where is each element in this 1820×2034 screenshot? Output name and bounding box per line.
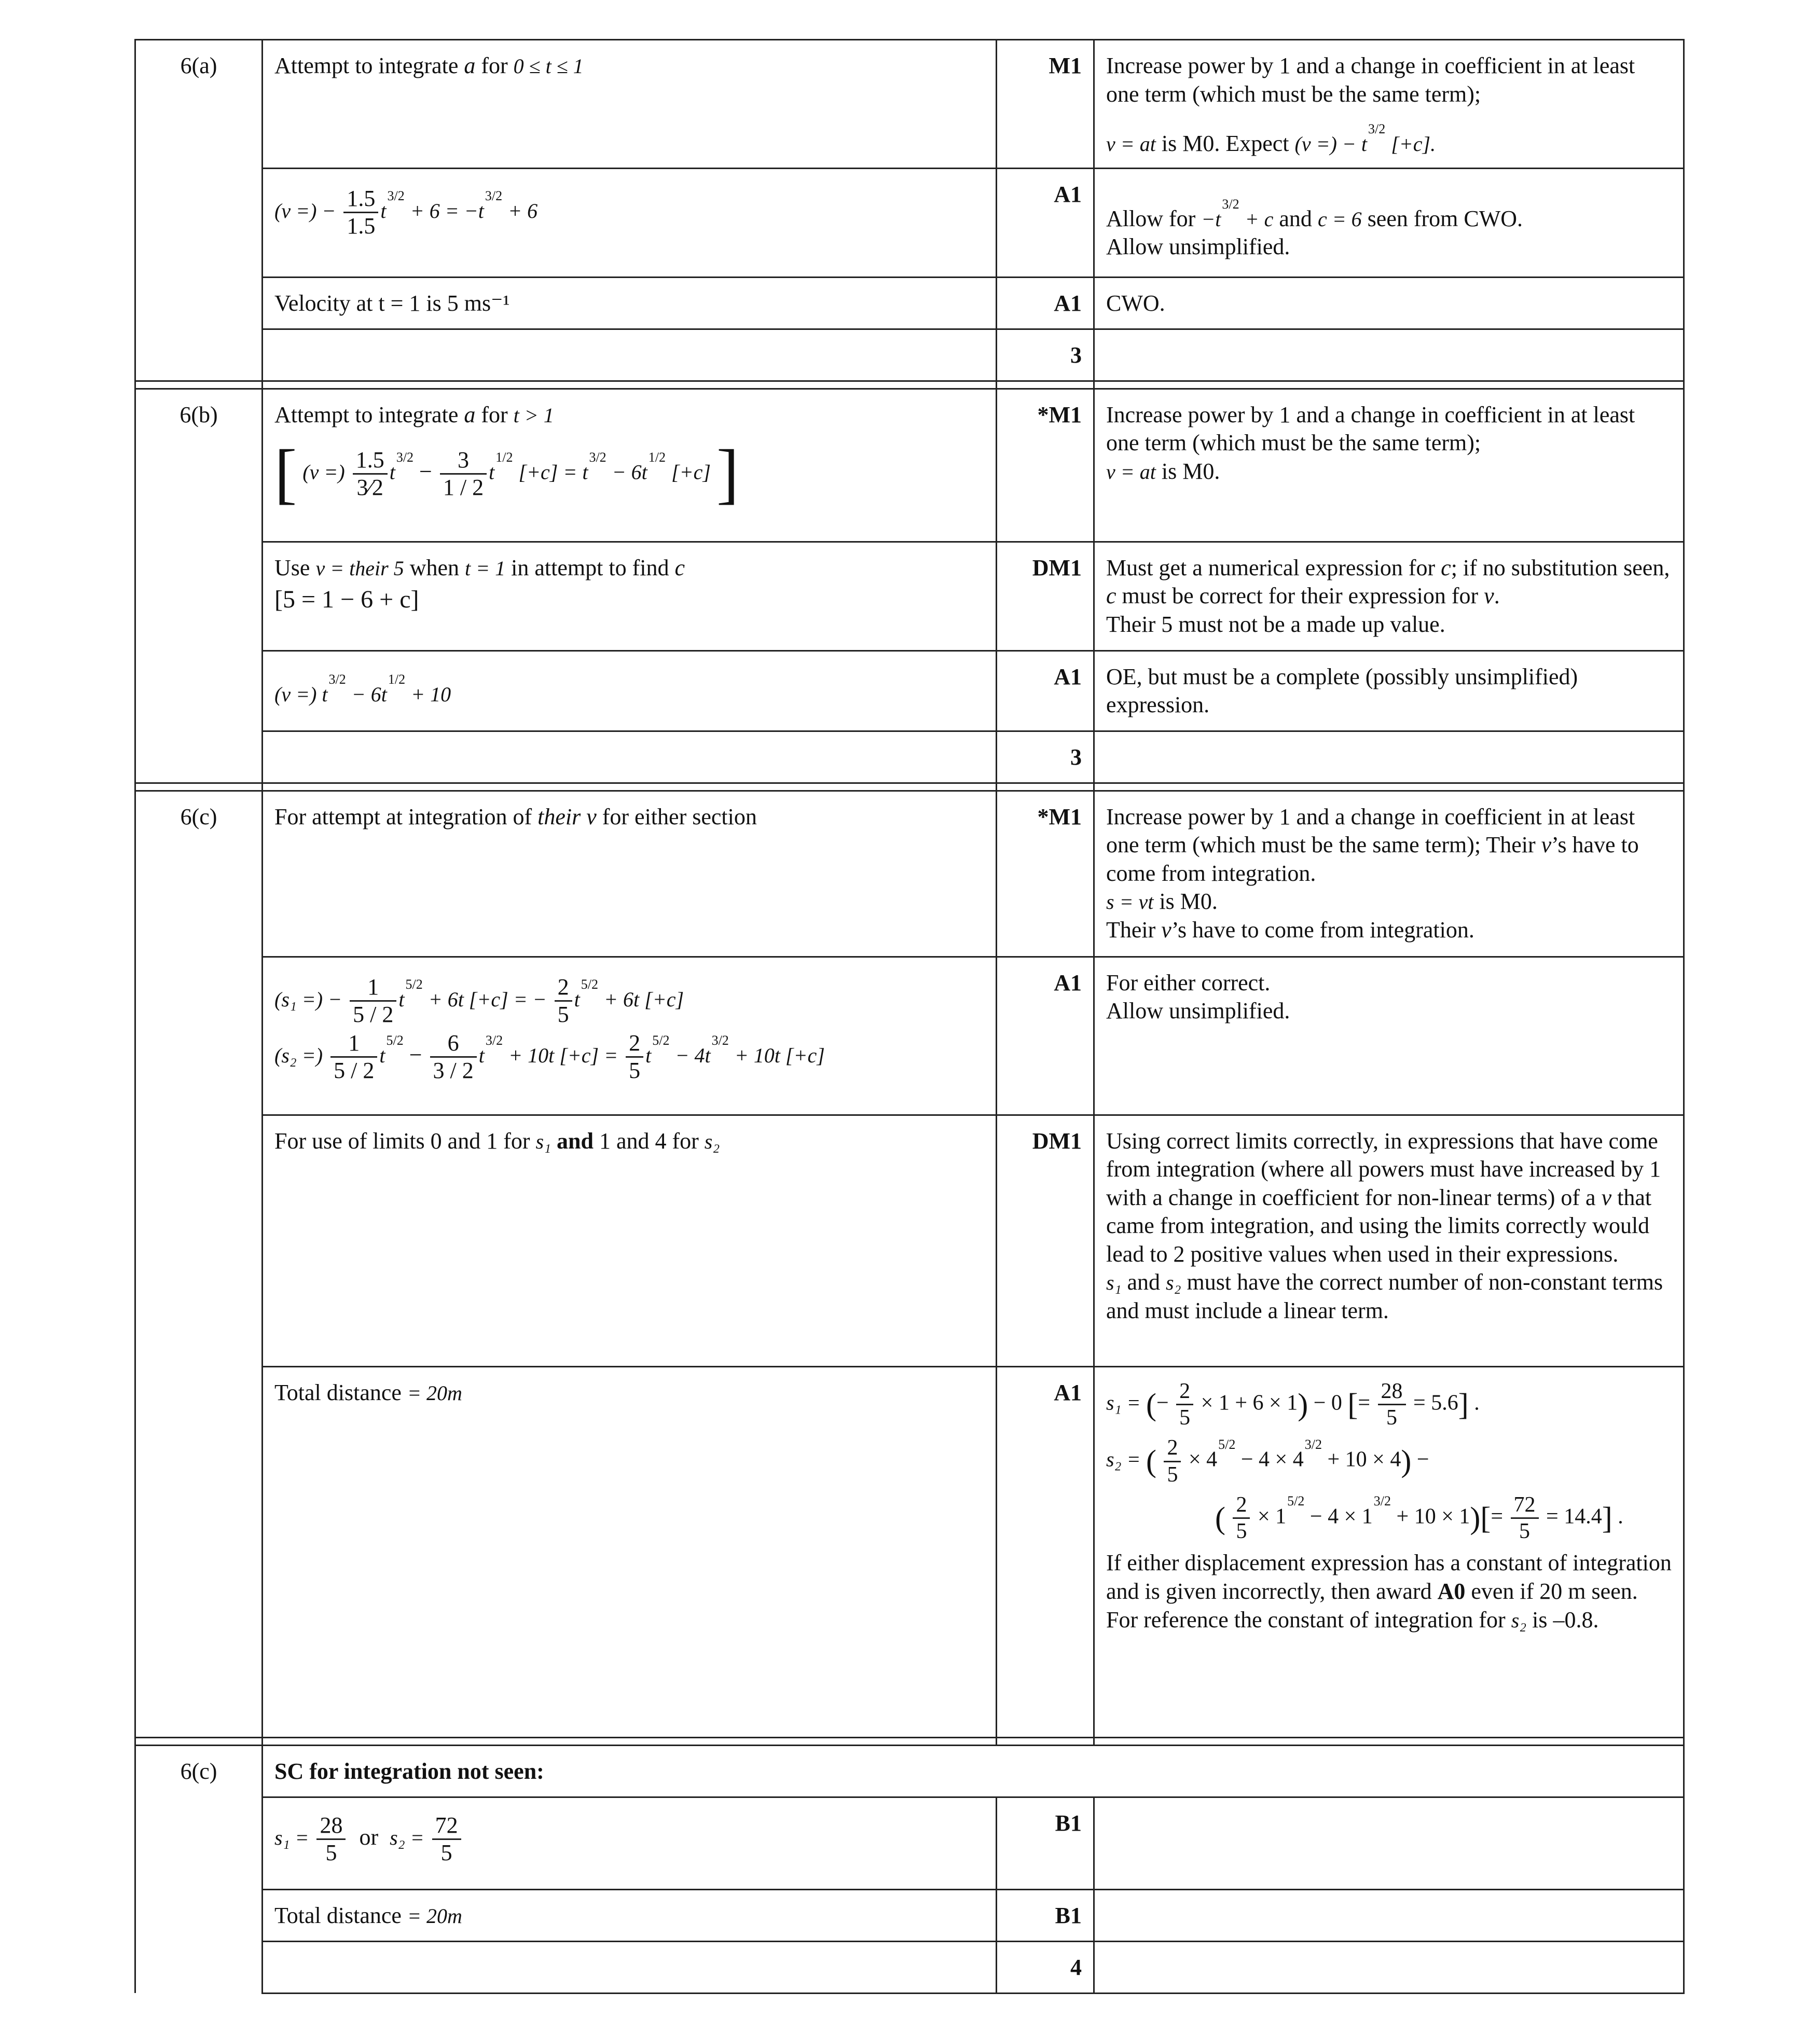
math-expression: .: [1618, 1504, 1623, 1529]
guidance-text: Increase power by 1 and a change in coefficient in at least one term (which must be the same term);: [1106, 402, 1635, 456]
mark-cell: B1: [997, 1797, 1094, 1889]
math-operator: −: [1416, 1447, 1429, 1472]
math-power: 3/2: [711, 1033, 729, 1048]
math-expression: s = vt: [1106, 890, 1154, 914]
total-marks: 3: [997, 731, 1094, 783]
answer-text: For use of limits 0 and 1 for: [274, 1128, 530, 1154]
guidance-text: Allow unsimplified.: [1106, 998, 1290, 1024]
denominator: 5: [557, 1002, 569, 1028]
math-expression: t > 1: [513, 403, 554, 427]
denominator: 5: [1386, 1405, 1398, 1430]
section-divider: [135, 783, 1684, 791]
math-var: v: [1541, 832, 1552, 858]
denominator: 1.5: [347, 213, 376, 239]
math-var: t: [645, 1044, 652, 1068]
answer-text: Attempt to integrate: [274, 402, 459, 427]
mark-cell: A1: [997, 1366, 1094, 1737]
section-divider: [135, 381, 1684, 389]
table-row: [135, 1745, 1684, 1797]
empty-cell: [1094, 1797, 1684, 1889]
table-row: [135, 957, 1684, 1115]
math-var: t: [574, 987, 580, 1011]
answer-text: Attempt to integrate: [274, 53, 459, 78]
fraction: [1233, 1492, 1250, 1544]
guidance-text: ’s have to come from integration.: [1106, 832, 1639, 886]
math-power: 3/2: [1222, 196, 1239, 212]
answer-text: Use: [274, 555, 310, 580]
answer-text: 1 and 4 for: [599, 1128, 699, 1154]
denominator: 5: [1179, 1405, 1191, 1430]
table-row: [135, 542, 1684, 651]
table-row: [135, 1889, 1684, 1941]
total-row: [135, 1941, 1684, 1993]
answer-text: when: [409, 555, 460, 580]
math-expression: (v =) −: [274, 199, 336, 223]
mark-cell: A1: [997, 277, 1094, 329]
numerator: 2: [555, 974, 572, 1002]
left-bracket: [: [274, 436, 297, 511]
empty-cell: [263, 1941, 997, 1993]
answer-text: in attempt to find: [511, 555, 669, 580]
table-row: [135, 277, 1684, 329]
math-var: v: [1601, 1184, 1612, 1210]
answer-text: Total distance: [274, 1902, 402, 1928]
numerator: 1.5: [353, 447, 388, 475]
answer-text-bold: and: [557, 1128, 594, 1154]
math-expression: v = their 5: [315, 556, 404, 580]
math-var: s₂: [704, 1129, 720, 1153]
guidance-cell: [1094, 168, 1684, 277]
math-expression: = 20m: [407, 1381, 462, 1405]
math-expression: + 6t [+c] = −: [428, 987, 547, 1011]
answer-cell: [263, 389, 997, 542]
math-power: 1/2: [648, 449, 666, 465]
guidance-text: ; if no substitution seen,: [1451, 555, 1670, 580]
math-operator: =: [1491, 1504, 1504, 1529]
math-expression: t = 1: [465, 556, 506, 580]
math-expression: + c: [1245, 207, 1274, 231]
mark-cell: A1: [997, 168, 1094, 277]
math-expression: [+c]: [671, 460, 711, 484]
math-var: s₂: [1166, 1271, 1181, 1295]
empty-cell: [1094, 731, 1684, 783]
answer-cell: [263, 40, 997, 169]
answer-cell: [263, 542, 997, 651]
total-row: [135, 731, 1684, 783]
mark-cell: B1: [997, 1889, 1094, 1941]
math-power: 3/2: [485, 1033, 503, 1048]
guidance-text: must have the correct number of non-constant terms and must include a linear term.: [1106, 1269, 1663, 1323]
numerator: 2: [1176, 1379, 1193, 1405]
math-expression: − 0: [1313, 1391, 1342, 1415]
numerator: 1: [330, 1030, 377, 1058]
numerator: 28: [316, 1812, 346, 1841]
denominator: 3⁄2: [356, 475, 383, 501]
fraction: [1164, 1435, 1181, 1487]
guidance-text: is M0.: [1161, 458, 1220, 484]
left-bracket: [: [1480, 1501, 1491, 1535]
numerator: 2: [1164, 1435, 1181, 1462]
guidance-text: seen from CWO.: [1367, 205, 1523, 231]
math-expression: × 1: [1257, 1504, 1287, 1529]
table-row: [135, 791, 1684, 957]
fraction: [353, 447, 388, 501]
math-expression: − 4 × 1: [1309, 1504, 1373, 1529]
answer-cell: [263, 168, 997, 277]
math-power: 5/2: [405, 976, 423, 992]
empty-cell: [263, 731, 997, 783]
numerator: 1.5: [343, 186, 378, 214]
numerator: 3: [440, 447, 487, 475]
math-power: 3/2: [1304, 1436, 1322, 1452]
fraction: [1378, 1379, 1406, 1431]
answer-cell: [263, 1366, 997, 1737]
math-operator: −: [409, 1042, 422, 1068]
guidance-cell: [1094, 791, 1684, 957]
fraction: [1176, 1379, 1193, 1431]
math-expression: s₁ =: [274, 1825, 309, 1849]
section-divider: [135, 1737, 1684, 1745]
math-expression: = 20m: [407, 1904, 462, 1928]
math-power: 5/2: [581, 976, 599, 992]
empty-cell: [263, 329, 997, 381]
math-var: s₁: [535, 1129, 551, 1153]
math-power: 5/2: [1218, 1436, 1236, 1452]
math-expression: − 4t: [675, 1044, 711, 1068]
math-var: c: [1441, 555, 1451, 580]
answer-cell: Velocity at t = 1 is 5 ms⁻¹: [263, 277, 997, 329]
right-bracket: ]: [1458, 1387, 1469, 1422]
total-marks: 3: [997, 329, 1094, 381]
guidance-cell: [1094, 1115, 1684, 1366]
left-paren: (: [1146, 1444, 1156, 1478]
math-expression: + 10 × 1: [1396, 1504, 1470, 1529]
answer-text: for: [481, 402, 508, 427]
answer-text: Total distance: [274, 1379, 402, 1405]
fraction: [432, 1812, 461, 1866]
empty-cell: [1094, 329, 1684, 381]
math-power: 3/2: [328, 671, 346, 687]
table-row: [135, 40, 1684, 169]
math-var: t: [389, 460, 395, 484]
guidance-text: must be correct for their expression for: [1122, 583, 1479, 609]
math-expression: = 5.6: [1413, 1391, 1458, 1415]
math-var: t: [380, 199, 387, 223]
math-expression: s₂ =: [1106, 1447, 1141, 1471]
answer-text: For attempt at integration of: [274, 804, 532, 829]
left-bracket: [: [1347, 1387, 1358, 1422]
math-expression: (v =) − t: [1294, 132, 1367, 156]
question-number: 6(b): [135, 389, 263, 783]
table-row: [135, 389, 1684, 542]
math-expression: [5 = 1 − 6 + c]: [274, 586, 419, 614]
math-expression: − 4 × 4: [1240, 1447, 1304, 1472]
question-number: 6(a): [135, 40, 263, 381]
numerator: 72: [432, 1812, 461, 1841]
math-var: v: [586, 804, 597, 829]
math-power: 1/2: [388, 671, 406, 687]
math-var: s₂: [1511, 1608, 1527, 1632]
math-var: t: [489, 460, 495, 484]
math-expression: (s₂ =): [274, 1044, 323, 1068]
denominator: 5: [629, 1058, 641, 1084]
mark-cell: A1: [997, 651, 1094, 731]
guidance-text: Increase power by 1 and a change in coefficient in at least one term (which must be the same term); Their: [1106, 804, 1635, 858]
numerator: 2: [626, 1030, 643, 1058]
right-bracket: ]: [1602, 1501, 1612, 1535]
mark-cell: A1: [997, 957, 1094, 1115]
answer-cell: [263, 957, 997, 1115]
math-var: v: [1484, 583, 1494, 609]
empty-cell: [1094, 1941, 1684, 1993]
fraction: [350, 974, 396, 1028]
math-expression: + 10t [+c] =: [508, 1044, 618, 1068]
answer-cell: [263, 651, 997, 731]
right-paren: ): [1401, 1444, 1412, 1478]
denominator: 5: [1167, 1462, 1178, 1487]
sc-heading: SC for integration not seen:: [263, 1745, 1684, 1797]
guidance-text: is –0.8.: [1532, 1607, 1599, 1632]
mark-cell: M1: [997, 40, 1094, 169]
math-expression: + 10 × 4: [1327, 1447, 1401, 1472]
math-expression: + 10: [411, 682, 451, 706]
table-row: [135, 1797, 1684, 1889]
fraction: [626, 1030, 643, 1084]
guidance-cell: [1094, 957, 1684, 1115]
denominator: 5: [325, 1840, 337, 1866]
empty-cell: [1094, 1889, 1684, 1941]
math-operator: −: [419, 459, 432, 485]
denominator: 5 / 2: [353, 1002, 394, 1028]
fraction: [430, 1030, 477, 1084]
answer-text: or: [359, 1824, 379, 1850]
mark-cell: *M1: [997, 389, 1094, 542]
answer-cell: [263, 1115, 997, 1366]
answer-text-italic: their: [537, 804, 581, 829]
fraction: [330, 1030, 377, 1084]
numerator: 1: [350, 974, 396, 1002]
math-expression: − 6t: [612, 460, 647, 484]
math-var: c: [674, 555, 685, 580]
guidance-text: Their: [1106, 917, 1156, 943]
numerator: 72: [1511, 1492, 1539, 1519]
denominator: 3 / 2: [433, 1058, 474, 1084]
mark-cell: DM1: [997, 1115, 1094, 1366]
math-expression: (v =): [302, 460, 345, 484]
math-expression: + 10t [+c]: [734, 1044, 825, 1068]
right-paren: ): [1298, 1387, 1308, 1422]
math-var: v: [1161, 917, 1171, 943]
math-expression: [+c].: [1391, 132, 1436, 156]
numerator: 6: [430, 1030, 477, 1058]
fraction: [555, 974, 572, 1028]
fraction: [316, 1812, 346, 1866]
guidance-text: Increase power by 1 and a change in coefficient in at least one term (which must be the same term);: [1106, 53, 1635, 107]
math-power: 3/2: [1368, 121, 1386, 137]
math-expression: v = at: [1106, 132, 1156, 156]
guidance-text: ’s have to come from integration.: [1171, 917, 1474, 943]
answer-cell: [263, 1797, 997, 1889]
math-var: a: [464, 53, 476, 78]
math-expression: c = 6: [1317, 207, 1362, 231]
guidance-text: .: [1494, 583, 1500, 609]
answer-cell: [263, 1889, 997, 1941]
question-number: 6(c): [135, 791, 263, 1737]
math-var: c: [1106, 583, 1116, 609]
fraction: [343, 186, 378, 240]
math-power: 5/2: [652, 1033, 670, 1048]
math-power: 3/2: [589, 449, 606, 465]
denominator: 1 / 2: [443, 475, 484, 501]
math-expression: (s₁ =) −: [274, 987, 342, 1011]
guidance-cell: [1094, 542, 1684, 651]
math-expression: 0 ≤ t ≤ 1: [513, 54, 584, 78]
math-power: 3/2: [396, 449, 414, 465]
math-expression: × 4: [1188, 1447, 1218, 1472]
math-power: 5/2: [1287, 1493, 1305, 1509]
table-row: [135, 1115, 1684, 1366]
math-var: t: [478, 1044, 485, 1068]
table-row: [135, 651, 1684, 731]
guidance-text: is M0. Expect: [1161, 131, 1289, 157]
answer-cell: [263, 791, 997, 957]
guidance-text: Their 5 must not be a made up value.: [1106, 611, 1445, 637]
guidance-text: Using correct limits correctly, in expressions that have come from integration (where all powers must have increased by 1 with a change in coefficient for non-linear terms) of a: [1106, 1128, 1661, 1210]
guidance-text: and: [1279, 205, 1312, 231]
guidance-text: Allow for: [1106, 205, 1196, 231]
guidance-text: even if 20 m seen. For reference the constant of integration for: [1106, 1578, 1638, 1632]
guidance-cell: [1094, 40, 1684, 169]
guidance-text: Must get a numerical expression for: [1106, 555, 1436, 580]
math-var: a: [464, 402, 476, 427]
fraction: [1511, 1492, 1539, 1544]
math-var: t: [379, 1044, 385, 1068]
guidance-text: If either displacement expression has a constant of integration and is given incorrectly, then award: [1106, 1550, 1672, 1604]
denominator: 5: [1236, 1519, 1247, 1544]
answer-text: for either section: [602, 804, 757, 829]
math-expression: (v =) t: [274, 682, 328, 706]
math-expression: × 1 + 6 × 1: [1201, 1391, 1298, 1415]
right-bracket: ]: [716, 436, 739, 511]
math-power: 1/2: [495, 449, 513, 465]
math-expression: = 14.4: [1546, 1504, 1602, 1529]
denominator: 5 / 2: [334, 1058, 375, 1084]
math-var: t: [398, 987, 405, 1011]
guidance-cell: [1094, 389, 1684, 542]
numerator: 2: [1233, 1492, 1250, 1519]
right-paren: ): [1470, 1501, 1481, 1535]
math-expression: + 6 = −t: [410, 199, 484, 223]
total-marks: 4: [997, 1941, 1094, 1993]
table-row: [135, 168, 1684, 277]
math-expression: + 6t [+c]: [604, 987, 684, 1011]
math-expression: + 6: [508, 199, 538, 223]
math-operator: −: [1156, 1391, 1169, 1415]
math-power: 3/2: [387, 188, 405, 203]
denominator: 5: [440, 1840, 452, 1866]
left-paren: (: [1146, 1387, 1156, 1422]
math-power: 5/2: [386, 1033, 404, 1048]
left-paren: (: [1215, 1501, 1225, 1535]
mark-cell: DM1: [997, 542, 1094, 651]
guidance-text: that came from integration, and using the limits correctly would lead to 2 positive values when used in their expressions.: [1106, 1184, 1652, 1267]
fraction: [440, 447, 487, 501]
mark-scheme-table: [134, 39, 1685, 1994]
answer-text: for: [481, 53, 508, 78]
total-row: [135, 329, 1684, 381]
question-number: 6(c): [135, 1745, 263, 1993]
math-power: 3/2: [1373, 1493, 1391, 1509]
math-expression: .: [1474, 1391, 1480, 1415]
math-power: 3/2: [485, 188, 503, 203]
numerator: 28: [1378, 1379, 1406, 1405]
guidance-text: and: [1127, 1269, 1161, 1295]
math-expression: − 6t: [351, 682, 387, 706]
math-expression: v = at: [1106, 460, 1156, 483]
math-var: s₁: [1106, 1271, 1122, 1295]
denominator: 5: [1519, 1519, 1531, 1544]
math-expression: s₁ =: [1106, 1391, 1141, 1415]
math-expression: s₂ =: [390, 1825, 424, 1849]
mark-cell: *M1: [997, 791, 1094, 957]
guidance-text: For either correct.: [1106, 970, 1271, 995]
math-expression: [+c] = t: [518, 460, 588, 484]
guidance-cell: OE, but must be a complete (possibly unsimplified) expression.: [1094, 651, 1684, 731]
table-row: [135, 1366, 1684, 1737]
math-expression: −t: [1201, 207, 1221, 231]
guidance-text: Allow unsimplified.: [1106, 234, 1290, 260]
math-operator: =: [1358, 1391, 1371, 1415]
guidance-cell: CWO.: [1094, 277, 1684, 329]
guidance-text: is M0.: [1159, 889, 1218, 915]
guidance-cell: [1094, 1366, 1684, 1737]
guidance-text-bold: A0: [1437, 1578, 1466, 1604]
